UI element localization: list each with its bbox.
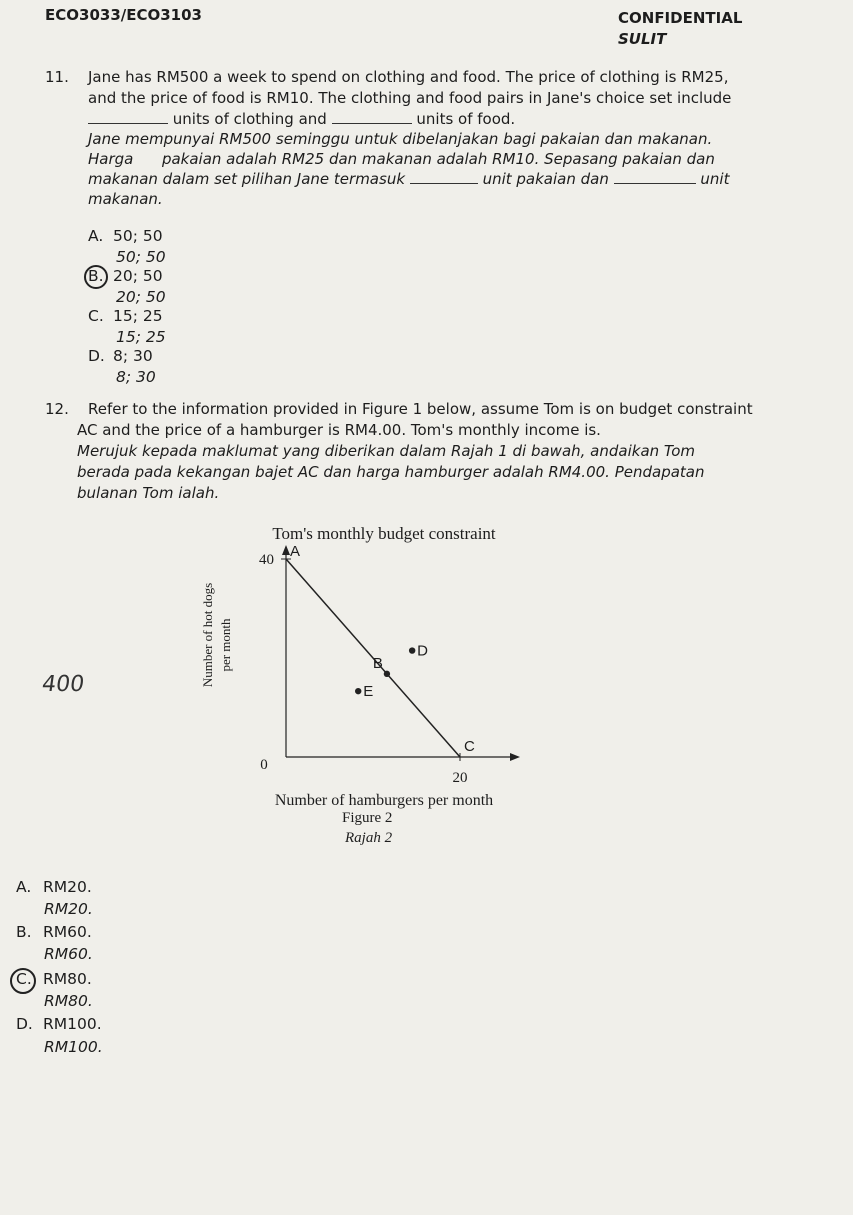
y-tick-label: 40 (259, 552, 274, 568)
q12-ms-line1: Merujuk kepada maklumat yang diberikan dalam Rajah 1 di bawah, andaikan Tom (77, 442, 696, 460)
option-text-en: RM80. (43, 970, 92, 988)
option-text-en: 15; 25 (113, 307, 163, 325)
option-letter: B. (88, 267, 104, 285)
point-a-label: A (290, 543, 301, 560)
x-tick-label: 20 (452, 770, 468, 786)
figure-label: Figure 2 (342, 810, 393, 826)
y-axis-label-line1: Number of hot dogs (200, 582, 215, 688)
option-letter: D. (88, 347, 105, 365)
q11-ms-line2: Harga pakaian adalah RM25 dan makanan adalah RM10. Sepasang pakaian dan (88, 150, 715, 168)
q12-en-line1: Refer to the information provided in Figure 1 below, assume Tom is on budget constraint (88, 400, 753, 418)
option-text-ms: RM20. (44, 900, 93, 918)
q11-ms-line3-c: unit (700, 170, 730, 188)
option-text-en: RM60. (43, 923, 92, 941)
option-text-ms: 50; 50 (116, 248, 166, 266)
answer-blank (614, 171, 696, 184)
option-text-ms: RM100. (44, 1038, 103, 1056)
confidential-label: CONFIDENTIAL (618, 9, 743, 27)
option-text-en: 20; 50 (113, 267, 163, 285)
option-letter: A. (16, 878, 32, 896)
answer-blank (332, 111, 412, 124)
q11-en-line3 (88, 110, 515, 128)
option-letter: B. (16, 923, 32, 941)
budget-constraint-chart (200, 515, 560, 810)
option-letter: D. (16, 1015, 33, 1033)
q11-number: 11. (45, 68, 69, 86)
chart-title: Tom's monthly budget constraint (272, 524, 496, 543)
q12-number: 12. (45, 400, 69, 418)
option-text-ms: RM60. (44, 945, 93, 963)
handwritten-note: 400 (40, 672, 86, 697)
q11-ms-line3-a: makanan dalam set pilihan Jane termasuk (88, 170, 406, 188)
point-b-marker (384, 671, 390, 677)
option-text-en: 50; 50 (113, 227, 163, 245)
q11-ms-line3-b: unit pakaian dan (482, 170, 609, 188)
sulit-label: SULIT (618, 30, 667, 48)
q11-ms-line3 (88, 170, 729, 188)
point-d-label: D (417, 642, 428, 660)
q12-ms-line2: berada pada kekangan bajet AC dan harga hamburger adalah RM4.00. Pendapatan (77, 463, 705, 481)
course-code: ECO3033/ECO3103 (45, 6, 202, 24)
origin-label: 0 (260, 757, 268, 773)
option-text-ms: 20; 50 (116, 288, 166, 306)
x-axis-arrow (510, 753, 520, 761)
point-e-marker (355, 688, 361, 694)
option-text-ms: RM80. (44, 992, 93, 1010)
point-d-marker (409, 647, 415, 653)
option-text-en: 8; 30 (113, 347, 153, 365)
x-axis-label: Number of hamburgers per month (274, 792, 494, 809)
option-letter: C. (16, 970, 32, 988)
option-letter: C. (88, 307, 104, 325)
point-c-label: C (464, 738, 475, 755)
q12-en-line2: AC and the price of a hamburger is RM4.00. Tom's monthly income is. (77, 421, 601, 439)
option-text-ms: 15; 25 (116, 328, 166, 346)
q11-en-line3-b: units of food. (416, 110, 516, 128)
q11-ms-line4: makanan. (88, 190, 163, 208)
rajah-label: Rajah 2 (345, 830, 393, 846)
point-e-label: E (363, 683, 374, 701)
option-letter: A. (88, 227, 104, 245)
q11-ms-line1: Jane mempunyai RM500 seminggu untuk dibelanjakan bagi pakaian dan makanan. (88, 130, 713, 148)
y-axis-label-line2: per month (218, 618, 233, 672)
q11-en-line1: Jane has RM500 a week to spend on clothing and food. The price of clothing is RM25, (88, 68, 729, 86)
q11-en-line3-a: units of clothing and (172, 110, 327, 128)
y-axis-arrow (282, 545, 290, 555)
answer-blank (410, 171, 478, 184)
q12-ms-line3: bulanan Tom ialah. (77, 484, 220, 502)
point-b-label: B (372, 654, 383, 672)
q11-en-line2: and the price of food is RM10. The clothing and food pairs in Jane's choice set include (88, 89, 732, 107)
option-text-en: RM20. (43, 878, 92, 896)
answer-blank (88, 111, 168, 124)
option-text-en: RM100. (43, 1015, 102, 1033)
option-text-ms: 8; 30 (116, 368, 156, 386)
